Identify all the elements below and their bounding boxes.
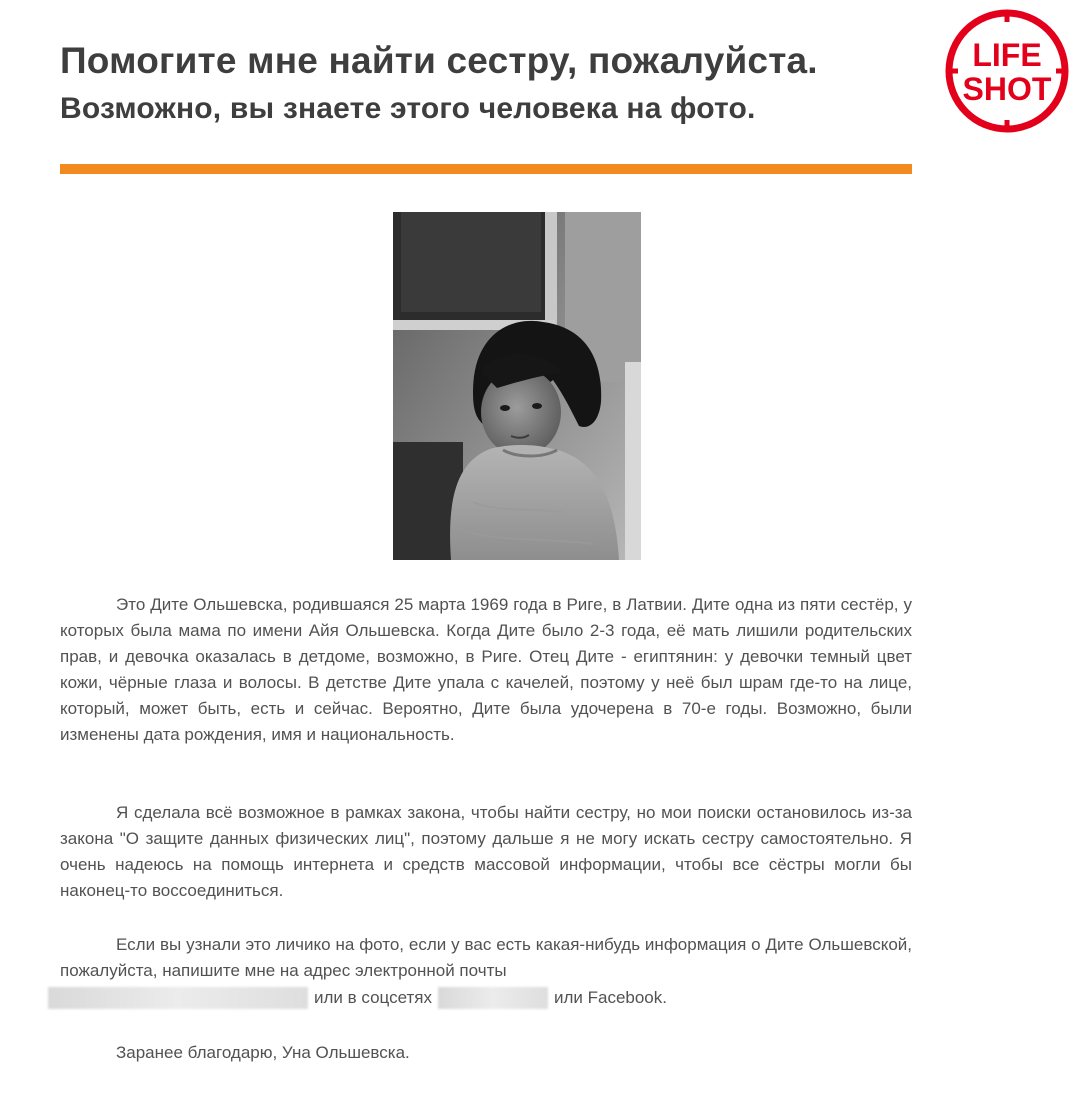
page-subtitle: Возможно, вы знаете этого человека на фото. xyxy=(60,92,756,125)
contact-social-text: или в соцсетях xyxy=(314,987,432,1007)
child-portrait-photo xyxy=(393,212,641,560)
paragraph-signature xyxy=(60,1040,912,1096)
paragraph-search-efforts xyxy=(60,800,912,934)
paragraph-text: Если вы узнали это личико на фото, если у вас есть какая-нибудь информация о Дите Ольшевской, пожалуйста, напишите мне на адрес электронной почты xyxy=(60,935,912,980)
signature-text: Заранее благодарю, Уна Ольшевска. xyxy=(116,1043,410,1062)
redacted-social xyxy=(438,987,548,1009)
contact-facebook-text: или Facebook. xyxy=(553,987,667,1007)
lifeshot-logo xyxy=(944,8,1070,134)
paragraph-description xyxy=(60,592,912,778)
contact-line xyxy=(48,984,748,1010)
logo-text-life: LIFE xyxy=(972,37,1042,73)
logo-text-shot: SHOT xyxy=(962,71,1052,107)
orange-divider xyxy=(60,164,912,174)
paragraph-text: Это Дите Ольшевска, родившаяся 25 марта 1969 года в Риге, в Латвии. Дите одна из пяти сестёр, у которых была мама по имени Айя Ольшевска. Когда Дите было 2-3 года, её мать лишили родительских прав, и девочка оказалась в детдоме, возможно, в Риге. Отец Дите - египтянин: у девочки темный цвет кожи, чёрные глаза и волосы. В детстве Дите упала с качелей, поэтому у неё был шрам где-то на лице, который, может быть, есть и сейчас. Вероятно, Дите была удочерена в 70-е годы. Возможно, были изменены дата рождения, имя и национальность. xyxy=(60,595,912,744)
paragraph-text: Я сделала всё возможное в рамках закона, чтобы найти сестру, но мои поиски остановилось из-за закона "О защите данных физических лиц", поэтому дальше я не могу искать сестру самостоятельно. Я очень надеюсь на помощь интернета и средств массовой информации, чтобы все сёстры могли бы наконец-то воссоединиться. xyxy=(60,803,912,900)
redacted-email xyxy=(48,987,308,1009)
page-title: Помогите мне найти сестру, пожалуйста. xyxy=(60,40,818,81)
